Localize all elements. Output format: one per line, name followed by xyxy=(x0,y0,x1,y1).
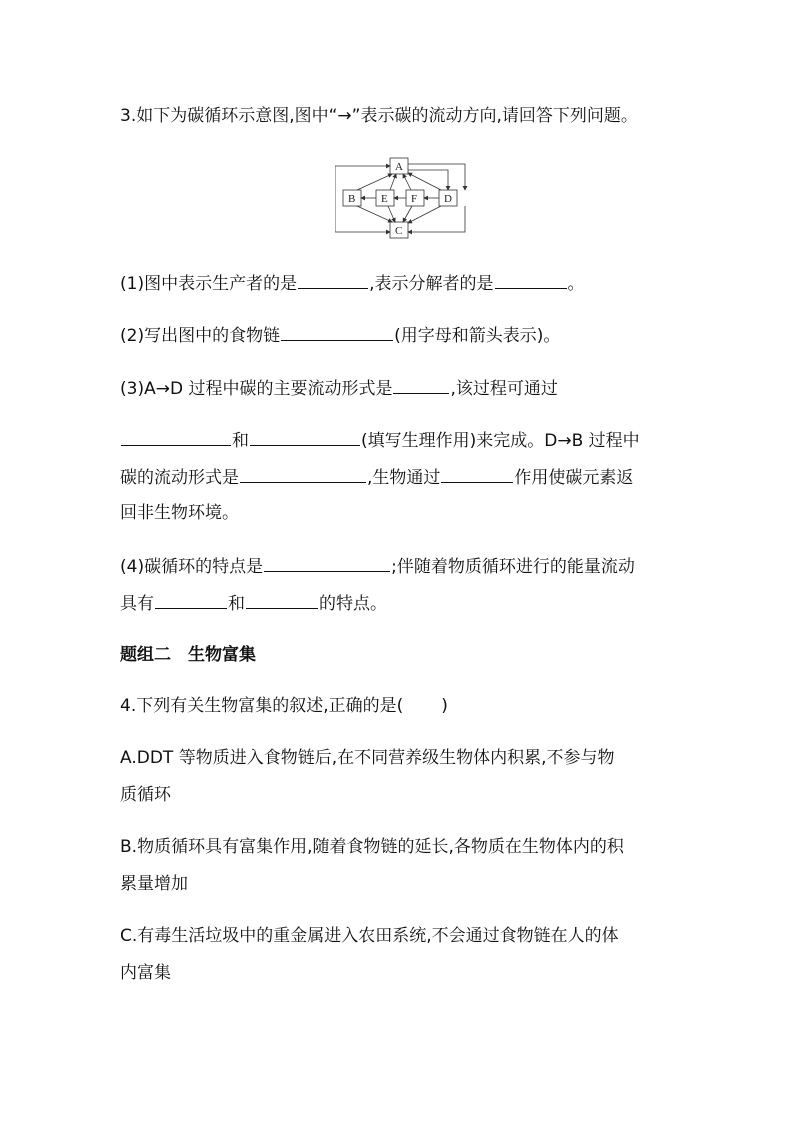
edge-f-c xyxy=(403,206,412,222)
q4-option-b-line2: 累量增加 xyxy=(120,874,188,894)
q3-sub3-line2: 和 (填写生理作用)来完成。D→B 过程中 xyxy=(120,427,640,453)
node-d-label: D xyxy=(444,193,452,205)
node-c-label: C xyxy=(395,225,403,237)
q4-option-c-line2: 内富集 xyxy=(120,963,171,983)
edge-b-c-diag xyxy=(357,206,392,222)
q3-sub4-line1: (4)碳循环的特点是 ;伴随着物质循环进行的能量流动 xyxy=(120,553,635,579)
node-a-label: A xyxy=(395,161,403,173)
edge-d-a xyxy=(408,173,441,190)
q3-sub4-line2: 具有 和 的特点。 xyxy=(120,590,387,616)
q4-option-a-line1: A.DDT 等物质进入食物链后,在不同营养级生物体内积累,不参与物 xyxy=(120,748,615,768)
q3-sub3-line1: (3)A→D 过程中碳的主要流动形式是 ,该过程可通过 xyxy=(120,375,558,401)
blank-carbon-form-db[interactable] xyxy=(240,464,366,483)
section-title: 题组二 生物富集 xyxy=(120,645,256,665)
blank-energy-feature-2[interactable] xyxy=(246,590,318,609)
q3-sub3-line3: 碳的流动形式是 ,生物通过 作用使碳元素返 xyxy=(120,464,633,490)
node-e-label: E xyxy=(381,193,388,205)
node-b-label: B xyxy=(348,193,356,205)
q3-sub2: (2)写出图中的食物链 (用字母和箭头表示)。 xyxy=(120,322,560,348)
q3-sub1: (1)图中表示生产者的是 ,表示分解者的是 。 xyxy=(120,270,585,296)
blank-return-process[interactable] xyxy=(441,464,513,483)
edge-d-c-diag xyxy=(408,206,441,223)
blank-process-1[interactable] xyxy=(121,427,231,446)
blank-process-2[interactable] xyxy=(250,427,360,446)
blank-food-chain[interactable] xyxy=(281,322,393,341)
q3-stem: 3.如下为碳循环示意图,图中“→”表示碳的流动方向,请回答下列问题。 xyxy=(120,106,638,126)
edge-b-a-diag xyxy=(357,174,392,190)
q4-option-b-line1: B.物质循环具有富集作用,随着食物链的延长,各物质在生物体内的积 xyxy=(120,837,624,857)
edge-f-a xyxy=(403,174,411,190)
q4-option-c-line1: C.有毒生活垃圾中的重金属进入农田系统,不会通过食物链在人的体 xyxy=(120,926,619,946)
edge-e-c xyxy=(388,206,395,222)
edge-a-d xyxy=(408,170,448,190)
q3-sub3-line4: 回非生物环境。 xyxy=(120,503,239,523)
q4-option-a-line2: 质循环 xyxy=(120,785,171,805)
q4-stem: 4.下列有关生物富集的叙述,正确的是( ) xyxy=(120,696,448,716)
edge-e-a xyxy=(390,174,396,190)
node-f-label: F xyxy=(411,193,418,205)
blank-cycle-feature[interactable] xyxy=(264,553,390,572)
blank-producer[interactable] xyxy=(298,270,368,289)
carbon-cycle-diagram xyxy=(335,156,475,244)
blank-decomposer[interactable] xyxy=(495,270,567,289)
blank-carbon-form-ad[interactable] xyxy=(393,375,449,394)
blank-energy-feature-1[interactable] xyxy=(155,590,227,609)
